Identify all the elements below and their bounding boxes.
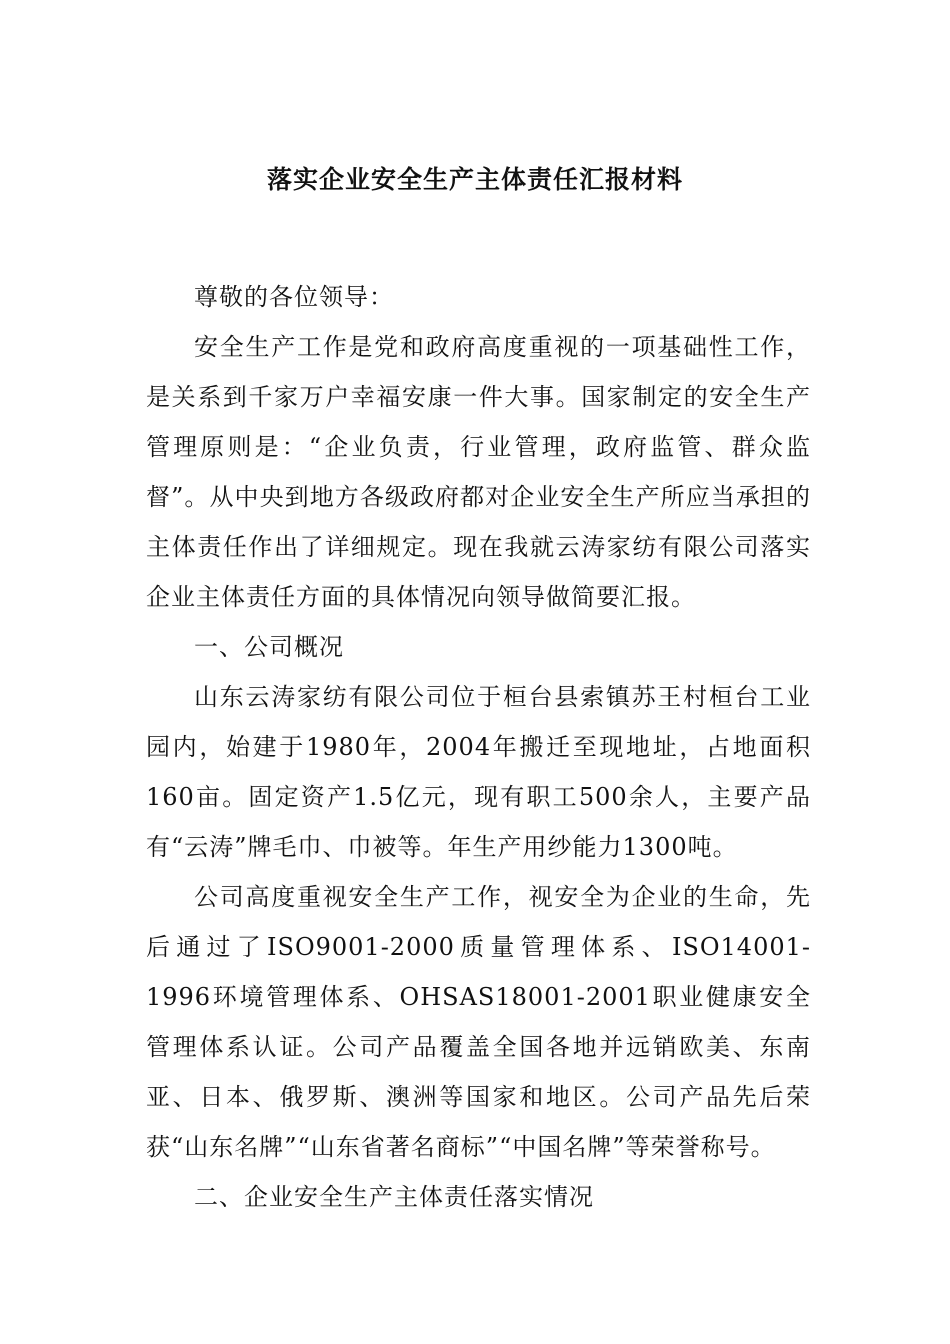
section-heading-responsibility: 二、企业安全生产主体责任落实情况 xyxy=(194,1183,594,1211)
company-overview-paragraph: 山东云涛家纺有限公司位于桓台县索镇苏王村桓台工业园内，始建于1980年，2004年搬迁至现地址，占地面积160亩。固定资产1.5亿元，现有职工500余人，主要产品有“云涛”牌毛巾、巾被等。年生产用纱能力1300吨。 xyxy=(146,683,811,861)
section-heading-overview: 一、公司概况 xyxy=(194,633,344,661)
intro-paragraph: 安全生产工作是党和政府高度重视的一项基础性工作，是关系到千家万户幸福安康一件大事。国家制定的安全生产管理原则是：“企业负责，行业管理，政府监管、群众监督”。从中央到地方各级政府都对企业安全生产所应当承担的主体责任作出了详细规定。现在我就云涛家纺有限公司落实企业主体责任方面的具体情况向领导做简要汇报。 xyxy=(146,333,811,611)
document-body xyxy=(146,272,811,1222)
certification-paragraph: 公司高度重视安全生产工作，视安全为企业的生命，先后通过了ISO9001-2000质量管理体系、ISO14001-1996环境管理体系、OHSAS18001-2001职业健康安全管理体系认证。公司产品覆盖全国各地并远销欧美、东南亚、日本、俄罗斯、澳洲等国家和地区。公司产品先后荣获“山东名牌”“山东省著名商标”“中国名牌”等荣誉称号。 xyxy=(146,883,811,1161)
document-title: 落实企业安全生产主体责任汇报材料 xyxy=(266,165,683,194)
salutation-paragraph: 尊敬的各位领导： xyxy=(194,283,394,311)
